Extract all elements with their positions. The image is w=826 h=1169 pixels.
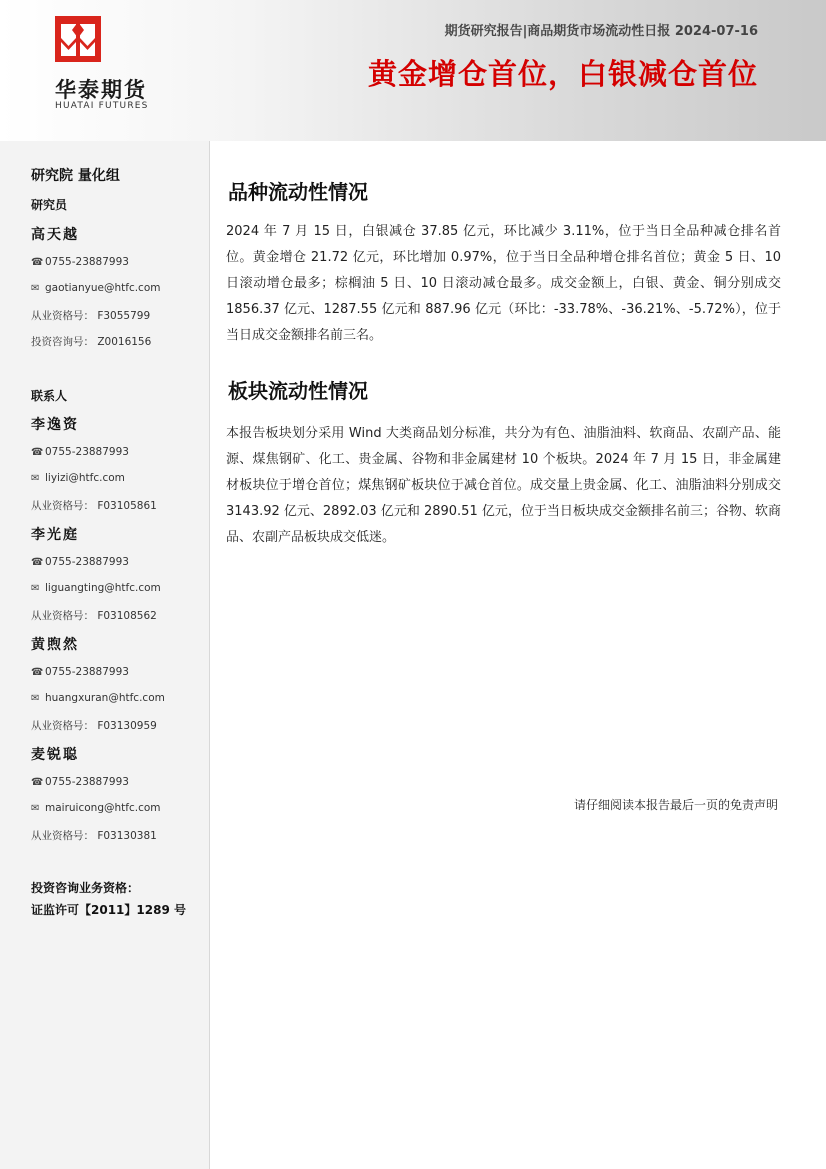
section-text-variety: 2024 年 7 月 15 日，白银减仓 37.85 亿元，环比减少 3.11%，位于当日全品种减仓排名首位。黄金增仓 21.72 亿元，环比增加 0.97%，位于当日全品种增仓排名首位；黄金 5 日、10 日滚动增仓最多；棕榈油 5 日、10 日滚动减仓最多。成交金额上，白银、黄金、铜分别成交 1856.37 亿元、1287.55 亿元和 887.96 亿元（环比：-33.78%、-36.21%、-5.72%），位于当日成交金额排名前三名。 (226, 224, 781, 343)
contact-email[interactable]: ✉ liguangting@htfc.com (31, 582, 161, 594)
contact-email[interactable]: ✉ mairuicong@htfc.com (31, 802, 161, 814)
researcher-email[interactable]: ✉ gaotianyue@htfc.com (31, 282, 161, 294)
huatai-logo-icon (55, 16, 101, 62)
contact-qualification: 从业资格号： F03130381 (31, 830, 157, 842)
researcher-qualification: 从业资格号： F3055799 (31, 310, 151, 322)
logo-english-name: HUATAI FUTURES (55, 101, 149, 111)
contact-email[interactable]: ✉ liyizi@htfc.com (31, 472, 125, 484)
researcher-phone: ☎ 0755-23887993 (31, 256, 129, 268)
researcher-name: 高天越 (31, 227, 79, 243)
phone-icon: ☎ (31, 447, 44, 458)
contact-qualification: 从业资格号： F03105861 (31, 500, 157, 512)
section-title-sector: 板块流动性情况 (228, 379, 368, 403)
phone-icon: ☎ (31, 667, 44, 678)
report-title: 黄金增仓首位，白银减仓首位 (367, 57, 758, 91)
section-title-variety: 品种流动性情况 (228, 180, 368, 204)
phone-icon: ☎ (31, 257, 44, 268)
section-text-sector: 本报告板块划分采用 Wind 大类商品划分标准，共分为有色、油脂油料、软商品、农副产品、能源、煤焦钢矿、化工、贵金属、谷物和非金属建材 10 个板块。2024 年 7 月 15 日，非金属建材板块位于增仓首位；煤焦钢矿板块位于减仓首位。成交量上贵金属、化工、油脂油料分别成交 3143.92 亿元、2892.03 亿元和 2890.51 亿元，位于当日板块成交金额排名前三；谷物、软商品、农副产品板块成交低迷。 (226, 426, 781, 545)
contact-phone: ☎ 0755-23887993 (31, 776, 129, 788)
contact-qualification: 从业资格号： F03130959 (31, 720, 157, 732)
mail-icon: ✉ (31, 283, 40, 294)
disclaimer-note: 请仔细阅读本报告最后一页的免责声明 (573, 798, 778, 812)
credential-label: 投资咨询业务资格： (31, 881, 140, 895)
contact-phone: ☎ 0755-23887993 (31, 666, 129, 678)
company-logo (52, 16, 149, 111)
contact-phone: ☎ 0755-23887993 (31, 556, 129, 568)
researcher-label: 研究员 (31, 198, 68, 212)
researcher-advisory: 投资咨询号： Z0016156 (31, 336, 152, 348)
contact-name: 麦锐聪 (31, 747, 79, 763)
research-group: 研究院 量化组 (31, 168, 120, 184)
contact-name: 李光庭 (31, 527, 79, 543)
logo-chinese-name: 华泰期货 (55, 78, 147, 102)
contact-email[interactable]: ✉ huangxuran@htfc.com (31, 692, 165, 704)
phone-icon: ☎ (31, 777, 44, 788)
contact-qualification: 从业资格号： F03108562 (31, 610, 157, 622)
contact-phone: ☎ 0755-23887993 (31, 446, 129, 458)
contact-label: 联系人 (31, 389, 68, 403)
credential-value: 证监许可【2011】1289 号 (31, 903, 186, 917)
mail-icon: ✉ (31, 473, 40, 484)
mail-icon: ✉ (31, 693, 40, 704)
mail-icon: ✉ (31, 583, 40, 594)
phone-icon: ☎ (31, 557, 44, 568)
contact-name: 李逸资 (31, 417, 79, 433)
author-sidebar (0, 141, 210, 1169)
mail-icon: ✉ (31, 803, 40, 814)
report-meta: 期货研究报告|商品期货市场流动性日报 2024-07-16 (444, 24, 758, 39)
contact-name: 黄煦然 (31, 637, 79, 653)
report-header (0, 0, 826, 141)
